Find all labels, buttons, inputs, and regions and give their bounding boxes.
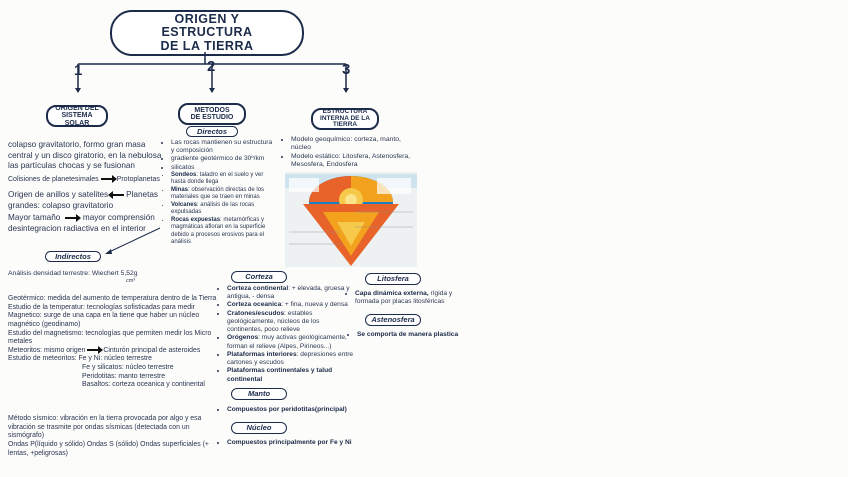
corteza-label: Orógenos — [227, 334, 259, 342]
origen-anillos-b: Planetas grandes: colapso gravitatorio — [8, 190, 158, 210]
directos-label: Rocas expuestas — [171, 216, 221, 223]
directos-text: : observación directas de los materiales que se traen en minas — [171, 186, 265, 201]
origen-colisiones-b: Protoplanetas — [116, 176, 160, 183]
arrow-right-icon — [65, 217, 79, 219]
corteza-text: : muy activas geológicamente, forman el relieve (Alpes, Pirineos...) — [227, 334, 347, 350]
corteza-text: : estables geológicamente, núcleos de los continentes, poco relieve — [227, 309, 320, 334]
sub-indirectos: Indirectos — [45, 251, 101, 262]
origen-tamano — [0, 213, 168, 234]
sub-astenosfera: Astenosfera — [365, 314, 421, 326]
sub-manto: Manto — [231, 388, 287, 400]
manto-item: Compuestos por peridotitas(principal) — [227, 406, 347, 413]
earth-structure-illustration — [285, 172, 417, 267]
directos-label: Sondeos — [171, 171, 197, 178]
indirectos-item: • Estudio de la temperatur: tecnologías sofisticadas para medir — [8, 304, 220, 313]
nucleo-item: Compuestos principalmente por Fe y Ni — [227, 439, 352, 446]
indirectos-item: • Método sísmico: vibración en la tierra provocada por algo y esa vibración se trasmite por ondas sísmicas (detectada con un sismógrafo) — [8, 415, 220, 441]
arrow-right-icon — [87, 349, 101, 351]
sub-nucleo: Núcleo — [231, 422, 287, 434]
corteza-text: : + elevada, gruesa y antigua, - densa — [227, 285, 350, 301]
indirectos-meteor-a: Meteoritos: mismo origen — [8, 346, 86, 354]
corteza-label: Cratones/escudos — [227, 309, 285, 317]
indirectos-meteor-b: Cinturón principal de asteroides — [103, 346, 201, 354]
page-title: ORIGEN Y ESTRUCTURA DE LA TIERRA — [110, 10, 304, 56]
estructura-item: • Modelo geoquímico: corteza, manto, núcleo — [291, 136, 413, 153]
directos-item: • Las rocas mantienen su estructura y composición — [171, 139, 275, 155]
origen-anillos — [0, 190, 168, 211]
origen-anillos-a: Origen de anillos y satelites — [8, 190, 109, 199]
directos-label: Volcanes — [171, 201, 197, 208]
corteza-label: Corteza continental — [227, 285, 289, 292]
origen-item: • desintegracion radiactiva en el interior — [8, 224, 168, 235]
arrow-right-icon — [101, 178, 115, 180]
corteza-text: : depresiones entre cartones y escudos — [227, 350, 354, 367]
directos-text: : análisis de las rocas expulsadas — [171, 201, 255, 216]
directos-label: Minas — [171, 186, 189, 193]
indirectos-item: • Ondas P(líquido y sólido) Ondas S (sólido) Ondas superficiales (+ lentas, +peligrosas) — [8, 441, 220, 458]
sub-litosfera: Litosfera — [365, 273, 421, 285]
estructura-item: • Modelo estático: Litosfera, Astenosfera, Mesosfera, Endosfera — [291, 153, 413, 170]
directos-item: • silicatos — [171, 164, 275, 172]
number-3: 3 — [342, 61, 351, 78]
indirectos-sub: Fe y silicatos: núcleo terrestre — [82, 364, 174, 371]
density-unit: cm³ — [126, 278, 136, 285]
origen-list — [0, 140, 168, 172]
astenosfera-item: Se comporta de manera plastica — [357, 331, 459, 338]
indirectos-list — [0, 295, 220, 390]
manto-list — [219, 406, 369, 414]
indirectos-sub: Basaltos: corteza oceanica y continental — [82, 381, 205, 389]
nucleo-list — [219, 439, 369, 447]
header-metodos: METODOS DE ESTUDIO — [178, 103, 246, 125]
directos-text: : taladro en el suelo y ver hasta donde llega — [171, 171, 264, 186]
indirectos-density — [0, 270, 168, 285]
indirectos-sub: Peridotitas: manto terrestre — [82, 372, 166, 380]
corteza-text: : + fina, nueva y densa — [281, 301, 348, 309]
origen-tamano-b: mayor comprensión — [82, 213, 155, 222]
origen-colisiones — [0, 176, 168, 185]
estructura-list — [283, 136, 413, 170]
indirectos-item: • Estudio del magnetismo: tecnologías que permiten medir los Micro metales — [8, 330, 220, 347]
header-estructura: ESTRUCTURA INTERNA DE LA TIERRA — [311, 108, 379, 130]
litosfera-text: rígida y formada por placas litosféricas — [355, 290, 453, 306]
number-2: 2 — [207, 58, 216, 75]
arrow-left-icon — [110, 194, 124, 196]
sub-corteza: Corteza — [231, 271, 287, 283]
litosfera-label: Capa dinámica externa, — [355, 290, 429, 297]
header-origen: ORIGEN DEL SISTEMA SOLAR — [46, 105, 108, 127]
number-1: 1 — [74, 62, 83, 79]
litosfera-list — [347, 290, 459, 306]
sub-directos: Directos — [186, 126, 238, 137]
origen-colisiones-a: Colisiones de planetesimales — [8, 176, 99, 183]
origen-item: • colapso gravitatorio, formo gran masa central y un disco giratorio, en la nebulosa las partículas chocas y se fusionan — [8, 140, 168, 172]
indirectos-seismic — [0, 415, 220, 458]
directos-list — [163, 139, 275, 247]
indirectos-item: • Estudio de meteoritos: Fe y Ni: núcleo terrestre — [8, 355, 220, 364]
indirectos-item: • Análisis densidad terrestre: Wiechert 5,52g — [8, 270, 168, 278]
directos-item: • gradiente geotérmico de 30º/km — [171, 155, 275, 163]
corteza-label: Corteza oceanica — [227, 301, 282, 309]
directos-text: : metamórficas y magmáticas afloran en la superficie debido a procesos erosivos para el análisis — [171, 216, 266, 246]
corteza-label: Plataformas interiores — [227, 350, 297, 358]
indirectos-item: • Magnetico: surge de una capa en la tiene que haber un núcleo magnético (geodinamo) — [8, 312, 220, 329]
corteza-list — [219, 285, 355, 384]
indirectos-item: • Geotérmico: medida del aumento de temperatura dentro de la Tierra — [8, 295, 220, 304]
corteza-label: Plataformas continentales y talud continental — [227, 367, 333, 383]
astenosfera-list — [349, 331, 461, 339]
origen-tamano-a: Mayor tamaño — [8, 213, 61, 222]
